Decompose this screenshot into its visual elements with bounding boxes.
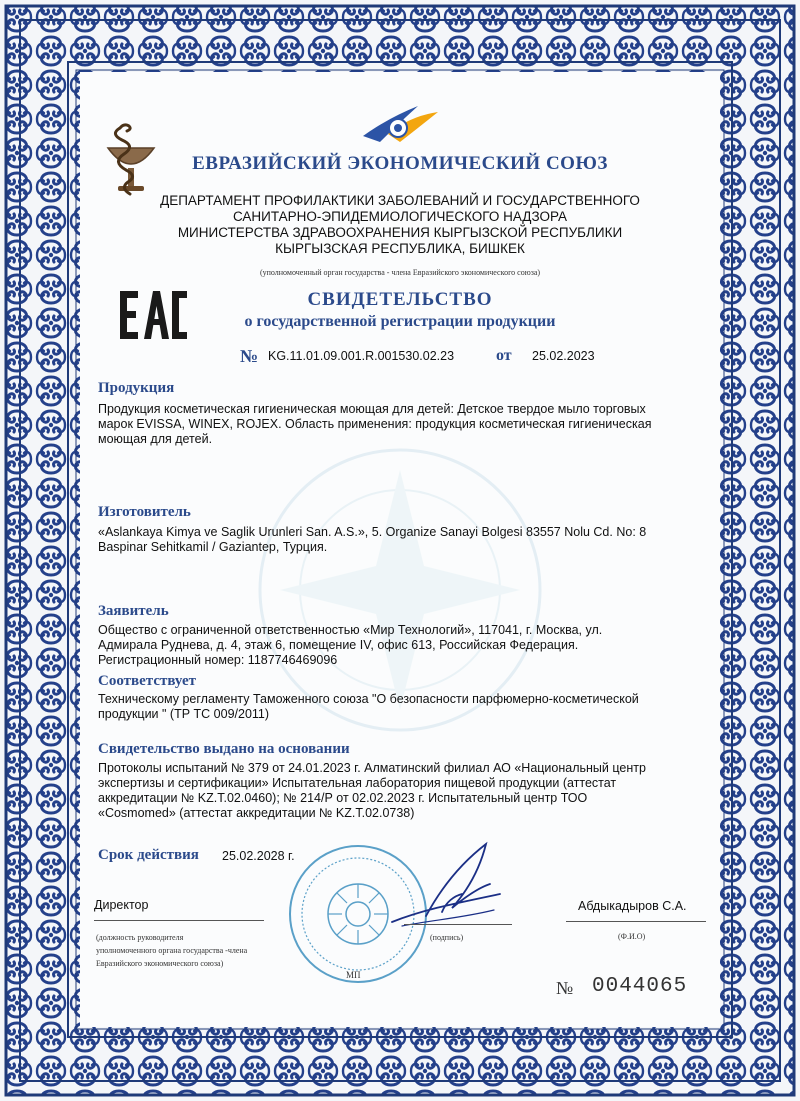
director-note-line: уполномоченного органа государства -члена [96, 946, 248, 955]
basis-heading: Свидетельство выдано на основании [98, 741, 350, 757]
authority-note: (уполномоченный орган государства - члена Евразийского экономического союза) [259, 268, 541, 277]
basis-text [98, 761, 688, 821]
applicant-heading: Заявитель [98, 603, 169, 619]
basis-line: Протоколы испытаний № 379 от 24.01.2023 г. Алматинский филиал АО «Национальный центр [98, 761, 646, 775]
product-line: марок EVISSA, WINEX, ROJEX. Область применения: продукция косметическая гигиеническая [98, 417, 652, 431]
applicant-line: Общество с ограниченной ответственностью «Мир Технологий», 117041, г. Москва, ул. [98, 623, 603, 637]
department-line-3: МИНИСТЕРСТВА ЗДРАВООХРАНЕНИЯ КЫРГЫЗСКОЙ РЕСПУБЛИКИ [177, 225, 623, 240]
certificate-number: KG.11.01.09.001.R.001530.02.23 [268, 349, 455, 363]
manufacturer-heading: Изготовитель [98, 504, 191, 520]
signer-name-line [566, 921, 706, 922]
applicant-line: Регистрационный номер: 1187746469096 [98, 653, 338, 667]
product-line: моющая для детей. [98, 432, 213, 446]
director-note [96, 931, 247, 970]
department-line-2: САНИТАРНО-ЭПИДЕМИОЛОГИЧЕСКОГО НАДЗОРА [232, 209, 568, 224]
director-line [94, 920, 264, 921]
certificate-subtitle: о государственной регистрации продукции [244, 313, 556, 330]
applicant-line: Адмирала Руднева, д. 4, этаж 6, помещение IV, офис 613, Российская Федерация. [98, 638, 579, 652]
manufacturer-line: Baspinar Sehitkamil / Gaziantep, Турция. [98, 540, 328, 554]
basis-line: аккредитации № KZ.T.02.0460); № 214/Р от 02.02.2023 г. Испытательный центр ТОО [98, 791, 588, 805]
manufacturer-line: «Aslankaya Kimya ve Saglik Urunleri San. A.S.», 5. Organize Sanayi Bolgesi 83557 Nolu Cd. No: 8 [98, 525, 647, 539]
date-label: от [496, 347, 512, 364]
product-line: Продукция косметическая гигиеническая моющая для детей: Детское твердое мыло торговых [98, 402, 646, 416]
signer-name: Абдыкадыров С.А. [578, 899, 687, 913]
signature-note: (подпись) [430, 933, 464, 942]
product-heading: Продукция [98, 380, 175, 396]
product-text [98, 402, 688, 447]
director-note-line: Евразийского экономического союза) [96, 959, 224, 968]
certificate-date: 25.02.2023 [532, 349, 595, 363]
director-note-line: (должность руководителя [96, 933, 184, 942]
validity-date: 25.02.2028 г. [222, 849, 295, 863]
fio-note: (Ф.И.О) [618, 932, 646, 941]
director-label: Директор [94, 898, 149, 912]
department-line-4: КЫРГЫЗСКАЯ РЕСПУБЛИКА, БИШКЕК [275, 241, 525, 256]
signature-line [404, 924, 512, 925]
handwritten-signature [382, 838, 512, 936]
validity-label: Срок действия [98, 847, 199, 863]
union-title: ЕВРАЗИЙСКИЙ ЭКОНОМИЧЕСКИЙ СОЮЗ [192, 153, 608, 174]
certificate-title: СВИДЕТЕЛЬСТВО [307, 289, 493, 310]
department-name [120, 193, 680, 257]
basis-line: экспертизы и сертификации» Испытательная лаборатория пищевой продукции (аттестат [98, 776, 617, 790]
manufacturer-text [98, 525, 688, 555]
stamp-label: МП [346, 970, 361, 980]
eaeu-emblem-icon [358, 98, 444, 148]
conformity-heading: Соответствует [98, 673, 196, 689]
serial-number: 0044065 [592, 975, 688, 998]
applicant-text [98, 623, 688, 668]
serial-sign: № [556, 978, 574, 998]
conformity-line: продукции " (ТР ТС 009/2011) [98, 707, 270, 721]
department-line-1: ДЕПАРТАМЕНТ ПРОФИЛАКТИКИ ЗАБОЛЕВАНИЙ И ГОСУДАРСТВЕННОГО [160, 193, 640, 208]
conformity-line: Техническому регламенту Таможенного союза "О безопасности парфюмерно-косметической [98, 692, 639, 706]
medical-bowl-icon [102, 120, 160, 202]
number-sign: № [240, 346, 259, 366]
basis-line: «Cosmomed» (аттестат аккредитации № KZ.T.02.0738) [98, 806, 415, 820]
conformity-text [98, 692, 688, 722]
